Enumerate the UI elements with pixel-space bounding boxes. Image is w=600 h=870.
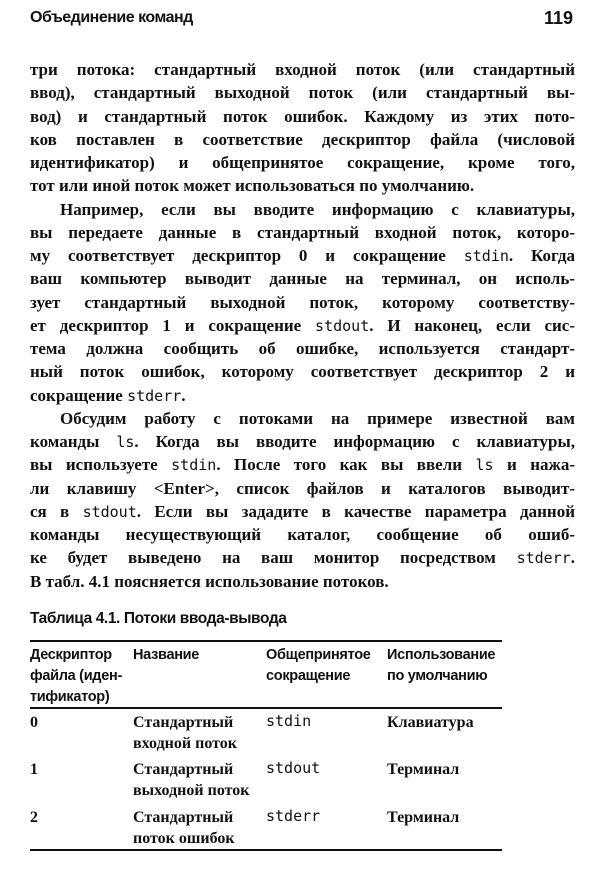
body-text bbox=[30, 58, 575, 593]
text-segment: . bbox=[181, 385, 186, 405]
text-segment: тот или иной поток может использоваться по умолчанию. bbox=[30, 176, 475, 196]
text-segment: вод) и стандартный поток ошибок. Каждому из этих пото- bbox=[30, 106, 575, 126]
cell-abbreviation: stdout bbox=[266, 759, 321, 777]
text-segment: и нажа- bbox=[493, 455, 575, 475]
text-line bbox=[30, 477, 575, 500]
text-line bbox=[30, 453, 575, 476]
text-segment: ет дескриптор 1 и сокращение bbox=[30, 315, 316, 335]
text-line bbox=[30, 81, 575, 104]
cell-name: Стандартный bbox=[133, 809, 234, 826]
text-line bbox=[30, 128, 575, 151]
text-line bbox=[30, 546, 575, 569]
text-segment: команды bbox=[30, 432, 117, 451]
text-segment: зует стандартный выходной поток, которому соответству- bbox=[30, 292, 575, 312]
cell-default: Терминал bbox=[387, 809, 460, 826]
cell-name: Стандартный bbox=[133, 714, 234, 731]
text-line bbox=[30, 430, 575, 453]
text-segment: Например, если вы вводите информацию с клавиатуры, bbox=[60, 199, 575, 219]
text-segment: . Если вы зададите в качестве параметра данной bbox=[136, 501, 575, 521]
running-head: Объединение команд bbox=[30, 9, 193, 26]
column-header: тификатор) bbox=[30, 689, 110, 705]
text-line bbox=[30, 58, 575, 81]
column-header: Использование bbox=[387, 647, 496, 663]
text-line bbox=[30, 500, 575, 523]
inline-code: ls bbox=[475, 456, 494, 475]
text-segment: ков поставлен в соответствие дескриптор файла (числовой bbox=[30, 129, 575, 149]
text-segment: В табл. 4.1 поясняется использование потоков. bbox=[30, 571, 389, 591]
text-segment: . После того как вы ввели bbox=[216, 455, 476, 475]
column-header: Название bbox=[133, 647, 200, 663]
cell-descriptor: 0 bbox=[30, 714, 38, 731]
text-segment: ке будет выведено на ваш монитор посредством bbox=[30, 548, 517, 568]
text-segment: три потока: стандартный входной поток (или стандартный bbox=[30, 60, 575, 79]
text-line bbox=[30, 198, 575, 221]
text-line bbox=[30, 267, 575, 290]
text-segment: Обсудим работу с потоками на примере известной вам bbox=[60, 408, 575, 428]
table-top-rule bbox=[30, 640, 502, 642]
cell-default: Терминал bbox=[387, 761, 460, 778]
cell-name: поток ошибок bbox=[133, 830, 235, 847]
text-line bbox=[30, 570, 575, 593]
text-segment: ли клавишу <Enter>, список файлов и каталогов выводит- bbox=[30, 478, 575, 498]
text-line bbox=[30, 523, 575, 546]
inline-code: stderr bbox=[127, 386, 182, 405]
text-line bbox=[30, 384, 575, 407]
text-line bbox=[30, 151, 575, 174]
inline-code: stdin bbox=[463, 247, 509, 265]
column-header: Дескриптор bbox=[30, 647, 112, 663]
inline-code: stderr bbox=[516, 549, 571, 568]
inline-code: stdin bbox=[171, 456, 217, 475]
column-header: по умолчанию bbox=[387, 668, 488, 684]
inline-code: stdout bbox=[82, 502, 137, 521]
column-header: файла (иден- bbox=[30, 668, 122, 684]
column-header: Общепринятое bbox=[266, 647, 371, 663]
cell-descriptor: 1 bbox=[30, 761, 38, 778]
text-line bbox=[30, 407, 575, 430]
text-segment: . bbox=[570, 548, 575, 568]
cell-name: Стандартный bbox=[133, 761, 234, 778]
cell-abbreviation: stdin bbox=[266, 712, 312, 730]
table-caption: Таблица 4.1. Потоки ввода-вывода bbox=[30, 610, 287, 627]
text-segment: вы используете bbox=[30, 455, 172, 475]
text-line bbox=[30, 291, 575, 314]
cell-default: Клавиатура bbox=[387, 714, 474, 731]
text-line bbox=[30, 314, 575, 337]
text-segment: тема должна сообщить об ошибке, используется стандарт- bbox=[30, 339, 575, 358]
page-number: 119 bbox=[543, 8, 573, 28]
column-header: сокращение bbox=[266, 668, 351, 684]
text-segment: . Когда вы вводите информацию с клавиатуры, bbox=[134, 432, 575, 451]
text-line bbox=[30, 174, 575, 197]
cell-name: входной поток bbox=[133, 735, 237, 752]
cell-abbreviation: stderr bbox=[266, 807, 321, 825]
text-segment: вы передаете данные в стандартный входной поток, которо- bbox=[30, 222, 575, 242]
text-line bbox=[30, 337, 575, 360]
text-line bbox=[30, 105, 575, 128]
text-segment: команды несуществующий каталог, сообщение об ошиб- bbox=[30, 525, 575, 544]
inline-code: stdout bbox=[315, 316, 370, 335]
text-segment: сокращение bbox=[30, 385, 128, 405]
table-bottom-rule bbox=[30, 849, 502, 851]
text-segment: му соответствует дескриптор 0 и сокращение bbox=[30, 246, 464, 265]
text-segment: ный поток ошибок, которому соответствует дескриптор 2 и bbox=[30, 362, 575, 382]
text-segment: . Когда bbox=[508, 246, 575, 265]
cell-name: выходной поток bbox=[133, 782, 250, 799]
text-line bbox=[30, 221, 575, 244]
text-segment: . И наконец, если сис- bbox=[369, 315, 575, 335]
text-segment: ваш компьютер выводит данные на терминал, он исполь- bbox=[30, 269, 575, 289]
text-segment: ввод), стандартный выходной поток (или стандартный вы- bbox=[30, 83, 575, 103]
text-line bbox=[30, 360, 575, 383]
cell-descriptor: 2 bbox=[30, 809, 38, 826]
inline-code: ls bbox=[116, 433, 135, 451]
text-segment: идентификатор) и общепринятое сокращение, кроме того, bbox=[30, 153, 575, 172]
text-segment: ся в bbox=[30, 501, 83, 521]
text-line bbox=[30, 244, 575, 267]
